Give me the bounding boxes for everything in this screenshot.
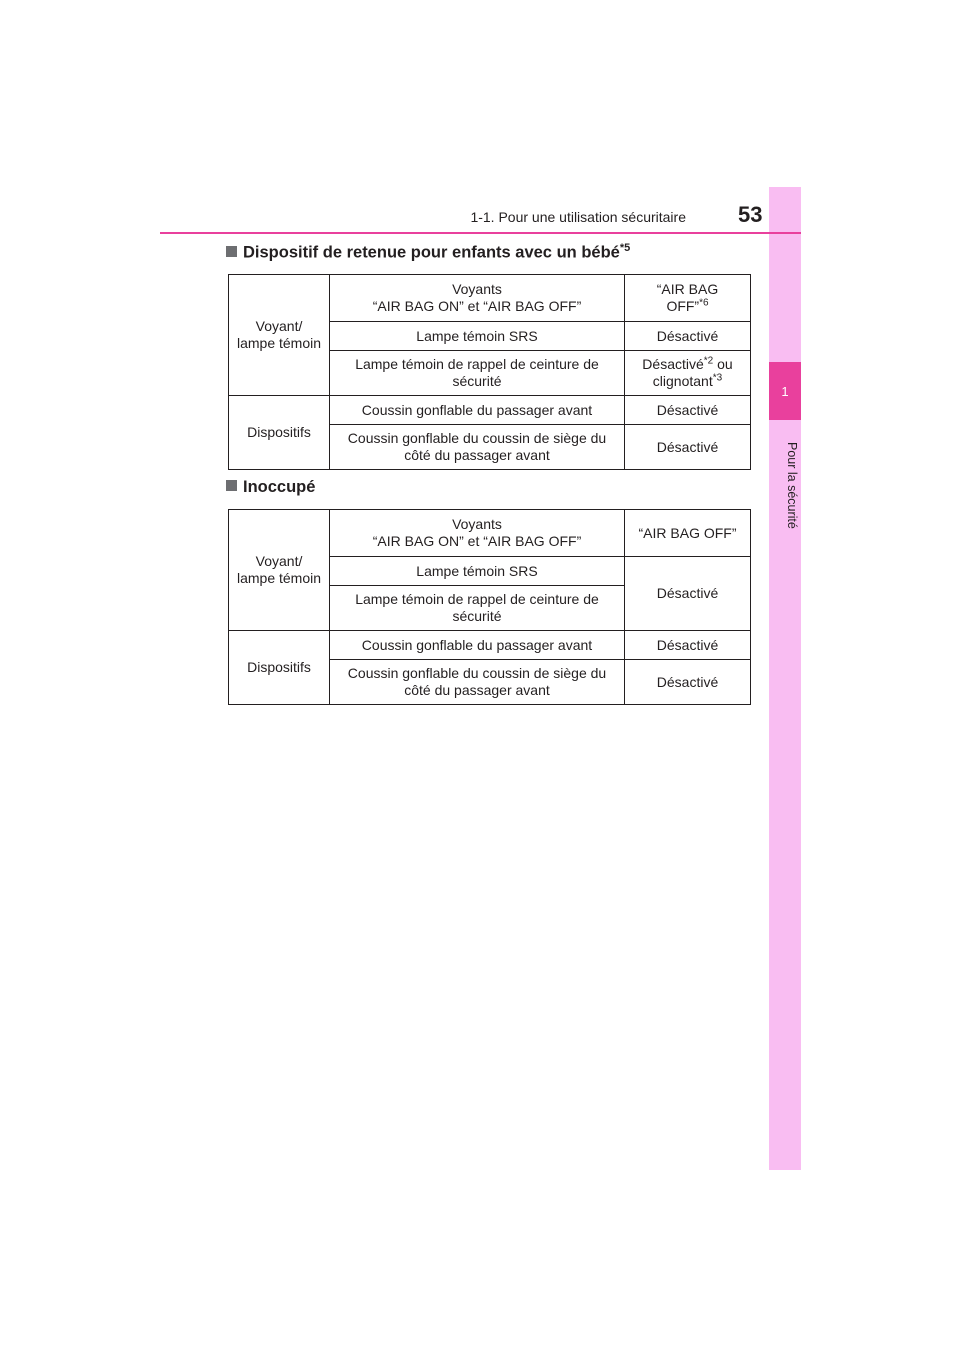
row-label-belt: Lampe témoin de rappel de ceinture de sécurité: [330, 586, 625, 631]
row-value-indicators: “AIR BAG OFF”$^{*6}$: [625, 275, 751, 322]
row-value-srs: Désactivé: [625, 322, 751, 351]
status-table-unoccupied: [228, 509, 751, 705]
row-value-indicators: “AIR BAG OFF”: [625, 510, 751, 557]
section-heading-text: Dispositif de retenue pour enfants avec un bébé: [243, 243, 620, 262]
table-row: [229, 510, 751, 557]
chapter-number-tab: [769, 362, 801, 420]
group-label-indicators: Voyant/ lampe témoin: [229, 510, 330, 631]
row-value-seat-airbag: Désactivé: [625, 425, 751, 470]
row-value-front-airbag: Désactivé: [625, 631, 751, 660]
page-header-title: 1-1. Pour une utilisation sécuritaire: [470, 209, 686, 225]
chapter-label: Pour la sécurité: [785, 441, 799, 529]
row-label-srs: Lampe témoin SRS: [330, 322, 625, 351]
row-label-indicators: Voyants “AIR BAG ON” et “AIR BAG OFF”: [330, 275, 625, 322]
chapter-number: 1: [781, 383, 789, 399]
row-value-belt: Désactivé$^{*2}$ ou clignotant$^{*3}$: [625, 351, 751, 396]
row-label-front-airbag: Coussin gonflable du passager avant: [330, 396, 625, 425]
chapter-side-band: [769, 187, 801, 1170]
header-divider: [160, 232, 801, 234]
table-row: [229, 275, 751, 322]
row-label-seat-airbag: Coussin gonflable du coussin de siège du côté du passager avant: [330, 660, 625, 705]
row-label-srs: Lampe témoin SRS: [330, 557, 625, 586]
footnote-ref: *5: [619, 242, 631, 254]
row-value-front-airbag: Désactivé: [625, 396, 751, 425]
bullet-square-icon: [226, 480, 237, 491]
bullet-square-icon: [226, 246, 237, 257]
row-label-front-airbag: Coussin gonflable du passager avant: [330, 631, 625, 660]
status-table-baby: [228, 274, 751, 470]
section-heading-baby: [226, 242, 630, 263]
section-heading-unoccupied: [226, 478, 315, 497]
row-value-seat-airbag: Désactivé: [625, 660, 751, 705]
row-value-srs-belt: Désactivé: [625, 557, 751, 631]
group-label-devices: Dispositifs: [229, 396, 330, 470]
group-label-indicators: Voyant/ lampe témoin: [229, 275, 330, 396]
table-row: [229, 631, 751, 660]
row-label-seat-airbag: Coussin gonflable du coussin de siège du côté du passager avant: [330, 425, 625, 470]
row-label-indicators: Voyants “AIR BAG ON” et “AIR BAG OFF”: [330, 510, 625, 557]
table-row: [229, 396, 751, 425]
page-number: 53: [738, 202, 763, 227]
row-label-belt: Lampe témoin de rappel de ceinture de sécurité: [330, 351, 625, 396]
group-label-devices: Dispositifs: [229, 631, 330, 705]
section-heading-text: Inoccupé: [243, 478, 316, 496]
